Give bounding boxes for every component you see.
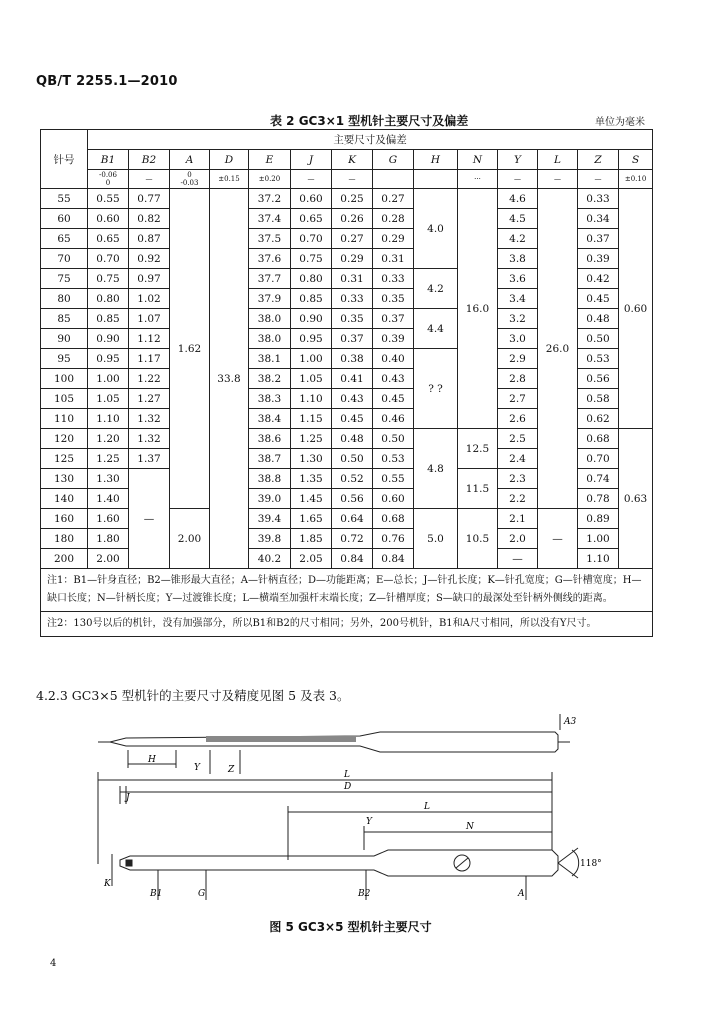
table-cell: 1.20 (88, 429, 129, 449)
table-cell: 110 (41, 409, 88, 429)
table-cell: 1.45 (291, 489, 332, 509)
table-cell: 0.53 (373, 449, 414, 469)
table-cell: 4.6 (498, 189, 538, 209)
table-cell: 105 (41, 389, 88, 409)
table-cell: 1.32 (129, 429, 170, 449)
table-cell: 2.9 (498, 349, 538, 369)
table-cell: 0.74 (578, 469, 619, 489)
column-header: B2 (129, 150, 170, 170)
table-cell: 160 (41, 509, 88, 529)
label-y-lower: Y (366, 817, 372, 827)
table-cell: 38.0 (249, 309, 291, 329)
group-header: 主要尺寸及偏差 (88, 130, 653, 150)
table-cell: 11.5 (458, 469, 498, 509)
label-b2: B2 (358, 889, 371, 899)
table-cell: 1.05 (291, 369, 332, 389)
tolerance-cell: — (498, 170, 538, 189)
table-cell: 0.80 (88, 289, 129, 309)
table-cell: 140 (41, 489, 88, 509)
table-cell: 0.31 (332, 269, 373, 289)
table-cell: 0.78 (578, 489, 619, 509)
tolerance-cell: — (332, 170, 373, 189)
table-cell: 0.97 (129, 269, 170, 289)
column-header: J (291, 150, 332, 170)
table-cell: 38.0 (249, 329, 291, 349)
table-cell: 0.48 (332, 429, 373, 449)
table-cell: 16.0 (458, 189, 498, 429)
column-header: B1 (88, 150, 129, 170)
label-y: Y (194, 763, 200, 773)
table-cell: 1.65 (291, 509, 332, 529)
table-cell: 0.25 (332, 189, 373, 209)
table-cell: 4.2 (498, 229, 538, 249)
label-h: H (148, 755, 156, 765)
table-cell: 5.0 (414, 509, 458, 569)
table-cell: 2.5 (498, 429, 538, 449)
table-cell: 0.70 (88, 249, 129, 269)
table-cell: 120 (41, 429, 88, 449)
table-cell: 0.35 (332, 309, 373, 329)
table-cell: 0.33 (332, 289, 373, 309)
table-cell: 0.63 (619, 429, 653, 569)
table-cell: 1.25 (88, 449, 129, 469)
label-angle: 118° (580, 859, 602, 869)
table-cell: 0.92 (129, 249, 170, 269)
tolerance-cell: -0.06 0 (88, 170, 129, 189)
table-cell: 1.27 (129, 389, 170, 409)
column-header: A (170, 150, 210, 170)
table-cell: 1.00 (291, 349, 332, 369)
tolerance-cell: — (129, 170, 170, 189)
table-caption-row (40, 112, 652, 130)
table-cell: 4.5 (498, 209, 538, 229)
table-cell: — (538, 509, 578, 569)
table-cell: 0.26 (332, 209, 373, 229)
table-cell: 0.37 (578, 229, 619, 249)
table-caption: 表 2 GC3×1 型机针主要尺寸及偏差 (270, 114, 469, 128)
table-cell: 0.95 (88, 349, 129, 369)
tolerance-cell: ··· (458, 170, 498, 189)
table-cell: 26.0 (538, 189, 578, 509)
tolerance-cell: ±0.10 (619, 170, 653, 189)
table-cell: 3.2 (498, 309, 538, 329)
table-cell: 0.27 (332, 229, 373, 249)
table-cell: 38.7 (249, 449, 291, 469)
table-cell: 0.90 (88, 329, 129, 349)
table-cell: 1.40 (88, 489, 129, 509)
table-cell: 2.6 (498, 409, 538, 429)
table-cell: 0.29 (332, 249, 373, 269)
table-cell: 4.2 (414, 269, 458, 309)
table-cell: 90 (41, 329, 88, 349)
table-unit: 单位为毫米 (595, 117, 645, 128)
table-cell: 60 (41, 209, 88, 229)
column-header: S (619, 150, 653, 170)
table-cell: 0.82 (129, 209, 170, 229)
table-cell: 1.00 (88, 369, 129, 389)
figure-caption: 图 5 GC3×5 型机针主要尺寸 (269, 920, 432, 934)
column-header: Y (498, 150, 538, 170)
table-cell: 0.53 (578, 349, 619, 369)
needle-drawing (90, 700, 610, 910)
table-cell: 1.12 (129, 329, 170, 349)
table-cell: 0.65 (88, 229, 129, 249)
table-cell: 1.07 (129, 309, 170, 329)
table-cell: 0.70 (578, 449, 619, 469)
column-header: E (249, 150, 291, 170)
table-cell: 0.85 (291, 289, 332, 309)
table-cell: 2.3 (498, 469, 538, 489)
table-cell: 0.43 (332, 389, 373, 409)
label-k: K (104, 879, 111, 889)
table-cell: 0.60 (291, 189, 332, 209)
table-cell: 0.56 (578, 369, 619, 389)
table-cell: 2.2 (498, 489, 538, 509)
column-header: Z (578, 150, 619, 170)
table-cell: 0.41 (332, 369, 373, 389)
table-cell: 1.15 (291, 409, 332, 429)
table-cell: 0.50 (373, 429, 414, 449)
table-cell: 0.55 (88, 189, 129, 209)
table-cell: 0.68 (578, 429, 619, 449)
table-cell: 85 (41, 309, 88, 329)
table-cell: 100 (41, 369, 88, 389)
table-cell: 1.30 (88, 469, 129, 489)
column-header: N (458, 150, 498, 170)
table-cell: 37.5 (249, 229, 291, 249)
table-row (41, 189, 653, 209)
table-cell: 0.37 (373, 309, 414, 329)
table-cell: 0.29 (373, 229, 414, 249)
table-cell: 95 (41, 349, 88, 369)
table-cell: 0.84 (373, 549, 414, 569)
dimension-table (40, 129, 653, 637)
table-cell: 39.0 (249, 489, 291, 509)
table-note-1: 注1：B1—针身直径；B2—锥形最大直径；A—针柄直径；D—功能距离；E—总长；J—针孔长度；K—针孔宽度；G—针槽宽度；H—缺口长度；N—针柄长度；Y—过渡锥长度；L—横端至加强杆末端长度；Z—针槽厚度；S—缺口的最深处至针柄外侧线的距离。 (41, 569, 653, 612)
table-cell: 2.0 (498, 529, 538, 549)
label-l-total: L (344, 770, 350, 780)
table-cell: 4.0 (414, 189, 458, 269)
table-cell: 33.8 (210, 189, 249, 569)
table-cell: 1.37 (129, 449, 170, 469)
column-header: K (332, 150, 373, 170)
table-cell: 0.64 (332, 509, 373, 529)
table-cell: 0.38 (332, 349, 373, 369)
tolerance-cell: 0 -0.03 (170, 170, 210, 189)
tolerance-cell: ±0.20 (249, 170, 291, 189)
table-cell: 65 (41, 229, 88, 249)
table-cell: 38.8 (249, 469, 291, 489)
tolerance-cell (414, 170, 458, 189)
table-cell: 0.37 (332, 329, 373, 349)
label-a3: A3 (564, 717, 577, 727)
table-cell: 0.75 (291, 249, 332, 269)
table-cell: 40.2 (249, 549, 291, 569)
table-cell: 0.31 (373, 249, 414, 269)
table-cell: 37.4 (249, 209, 291, 229)
table-cell: 37.2 (249, 189, 291, 209)
table-cell: 0.45 (373, 389, 414, 409)
table-cell: 130 (41, 469, 88, 489)
label-n: N (466, 822, 474, 832)
table-cell: 1.60 (88, 509, 129, 529)
table-cell: 0.55 (373, 469, 414, 489)
table-cell: 0.58 (578, 389, 619, 409)
table-cell: 1.00 (578, 529, 619, 549)
table-cell: 0.68 (373, 509, 414, 529)
label-a: A (518, 889, 525, 899)
table-cell: 4.4 (414, 309, 458, 349)
table-cell: 1.62 (170, 189, 210, 509)
table-cell: ? ? (414, 349, 458, 429)
table-cell: 39.8 (249, 529, 291, 549)
table-cell: 10.5 (458, 509, 498, 569)
table-cell: 1.10 (578, 549, 619, 569)
tolerance-cell: — (538, 170, 578, 189)
table-cell: 1.22 (129, 369, 170, 389)
tolerance-cell: ±0.15 (210, 170, 249, 189)
column-header: G (373, 150, 414, 170)
table-cell: 0.39 (578, 249, 619, 269)
table-cell: 1.17 (129, 349, 170, 369)
table-cell: 0.48 (578, 309, 619, 329)
table-cell: 1.35 (291, 469, 332, 489)
table-cell: 75 (41, 269, 88, 289)
table-note-2: 注2：130号以后的机针，没有加强部分，所以B1和B2的尺寸相同；另外，200号机针，B1和A尺寸相同，所以没有Y尺寸。 (41, 612, 653, 637)
label-d: D (344, 782, 352, 792)
label-z: Z (228, 765, 235, 775)
table-cell: 0.52 (332, 469, 373, 489)
table-cell: 3.8 (498, 249, 538, 269)
table-cell: 12.5 (458, 429, 498, 469)
table-cell: 1.32 (129, 409, 170, 429)
table-cell: 38.2 (249, 369, 291, 389)
table-cell: 70 (41, 249, 88, 269)
table-cell: 0.27 (373, 189, 414, 209)
row-header: 针号 (41, 130, 88, 189)
table-cell: 0.33 (373, 269, 414, 289)
table-cell: 2.4 (498, 449, 538, 469)
table-body (41, 189, 653, 569)
tolerance-cell (373, 170, 414, 189)
table-cell: 1.85 (291, 529, 332, 549)
table-cell: 0.60 (373, 489, 414, 509)
table-cell: 38.3 (249, 389, 291, 409)
table-cell: 80 (41, 289, 88, 309)
table-cell: 2.7 (498, 389, 538, 409)
table-cell: 0.60 (619, 189, 653, 429)
table-cell: 2.8 (498, 369, 538, 389)
table-cell: 1.25 (291, 429, 332, 449)
table-cell: 3.0 (498, 329, 538, 349)
table-cell: 0.50 (578, 329, 619, 349)
table-cell: 37.7 (249, 269, 291, 289)
table-cell: 0.75 (88, 269, 129, 289)
table-cell: 180 (41, 529, 88, 549)
table-cell: 38.1 (249, 349, 291, 369)
table-cell: 0.62 (578, 409, 619, 429)
table-cell: 3.6 (498, 269, 538, 289)
table-cell: 0.34 (578, 209, 619, 229)
tolerance-cell: — (578, 170, 619, 189)
table-cell: 2.00 (88, 549, 129, 569)
table-cell: 0.90 (291, 309, 332, 329)
tolerance-row (41, 170, 653, 189)
label-j: J (126, 793, 130, 803)
table-cell: 1.10 (291, 389, 332, 409)
label-l-inner: L (424, 802, 430, 812)
tolerance-cell: — (291, 170, 332, 189)
table-cell: 4.8 (414, 429, 458, 509)
table-cell: 0.39 (373, 329, 414, 349)
table-cell: 0.43 (373, 369, 414, 389)
column-header: H (414, 150, 458, 170)
table-cell: 37.9 (249, 289, 291, 309)
table-cell: 0.56 (332, 489, 373, 509)
table-cell: 2.05 (291, 549, 332, 569)
table-cell: 0.70 (291, 229, 332, 249)
table-cell: 0.45 (332, 409, 373, 429)
column-header: L (538, 150, 578, 170)
column-header-row (41, 150, 653, 170)
table-cell: — (129, 469, 170, 569)
table-cell: 1.02 (129, 289, 170, 309)
table-cell: 0.45 (578, 289, 619, 309)
table-cell: 0.77 (129, 189, 170, 209)
table-cell: 200 (41, 549, 88, 569)
table-cell: 39.4 (249, 509, 291, 529)
table-cell: 38.4 (249, 409, 291, 429)
table-cell: 1.80 (88, 529, 129, 549)
table-cell: 0.42 (578, 269, 619, 289)
table-cell: 0.85 (88, 309, 129, 329)
table-cell: 2.1 (498, 509, 538, 529)
table-cell: 1.30 (291, 449, 332, 469)
table-cell: 0.84 (332, 549, 373, 569)
table-cell: 0.35 (373, 289, 414, 309)
table-cell: 38.6 (249, 429, 291, 449)
label-b1: B1 (150, 889, 163, 899)
column-header: D (210, 150, 249, 170)
table-cell: 1.10 (88, 409, 129, 429)
table-cell: 0.28 (373, 209, 414, 229)
table-cell: 0.50 (332, 449, 373, 469)
table-cell: 1.05 (88, 389, 129, 409)
section-paragraph: 4.2.3 GC3×5 型机针的主要尺寸及精度见图 5 及表 3。 (36, 688, 350, 703)
table-cell: 3.4 (498, 289, 538, 309)
table-cell: 0.80 (291, 269, 332, 289)
table-cell: 0.65 (291, 209, 332, 229)
table-cell: 0.60 (88, 209, 129, 229)
standard-number: QB/T 2255.1—2010 (36, 74, 178, 89)
table-cell: 0.89 (578, 509, 619, 529)
table-cell: 0.46 (373, 409, 414, 429)
table-cell: 55 (41, 189, 88, 209)
page-number: 4 (50, 958, 57, 969)
table-cell: — (498, 549, 538, 569)
table-cell: 0.95 (291, 329, 332, 349)
table-cell: 2.00 (170, 509, 210, 569)
label-g: G (198, 889, 206, 899)
table-cell: 125 (41, 449, 88, 469)
table-cell: 0.87 (129, 229, 170, 249)
table-cell: 0.40 (373, 349, 414, 369)
table-cell: 0.72 (332, 529, 373, 549)
table-cell: 37.6 (249, 249, 291, 269)
table-cell: 0.76 (373, 529, 414, 549)
table-cell: 0.33 (578, 189, 619, 209)
